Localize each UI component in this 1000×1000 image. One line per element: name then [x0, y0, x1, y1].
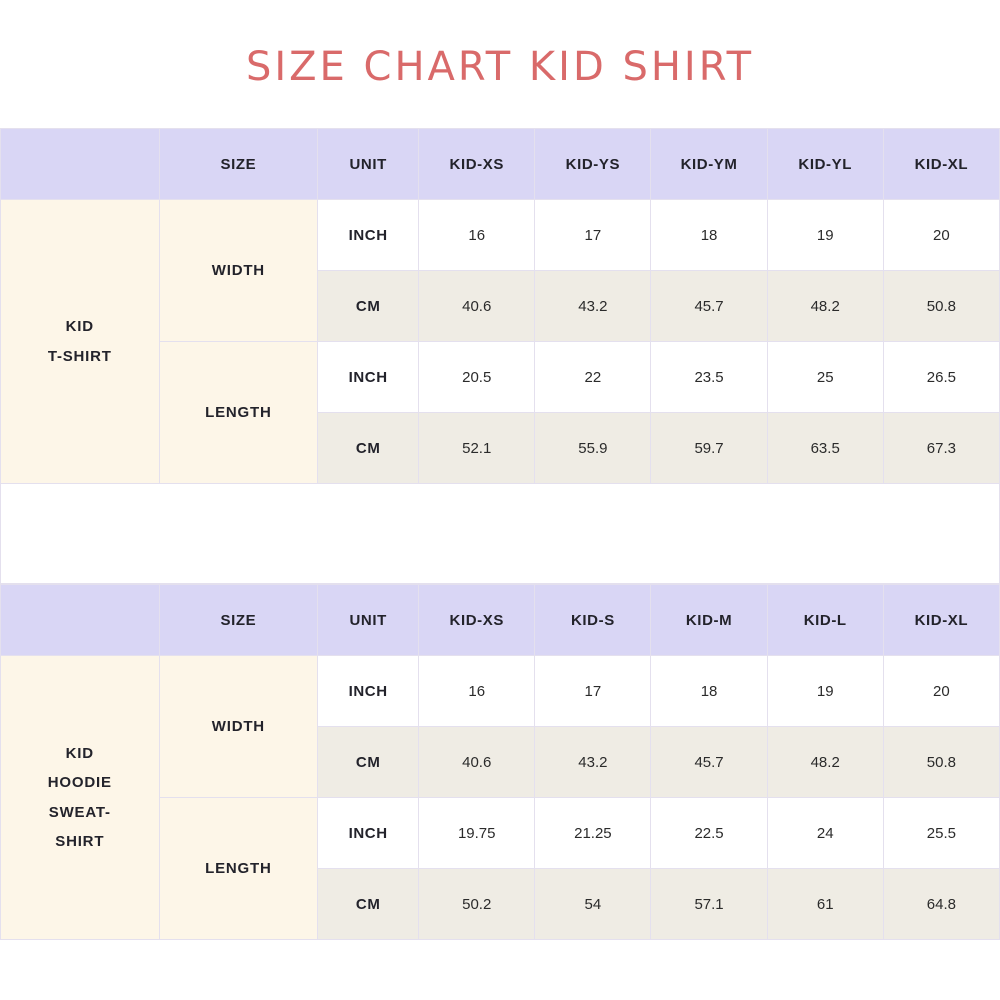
dimension-cell-length: LENGTH: [159, 798, 318, 940]
category-cell: [1, 656, 160, 940]
header-size-col-1: KID-XS: [419, 585, 535, 656]
value-cell: 22: [535, 342, 651, 413]
value-cell: 40.6: [419, 727, 535, 798]
header-size-col-4: KID-YL: [767, 129, 883, 200]
value-cell: 20: [883, 200, 999, 271]
header-unit: UNIT: [318, 585, 419, 656]
header-size-col-3: KID-M: [651, 585, 767, 656]
unit-cell: INCH: [318, 656, 419, 727]
value-cell: 18: [651, 656, 767, 727]
dimension-cell-width: WIDTH: [159, 200, 318, 342]
unit-cell: INCH: [318, 798, 419, 869]
value-cell: 19: [767, 200, 883, 271]
value-cell: 63.5: [767, 413, 883, 484]
value-cell: 20: [883, 656, 999, 727]
value-cell: 54: [535, 869, 651, 940]
value-cell: 50.8: [883, 727, 999, 798]
value-cell: 50.2: [419, 869, 535, 940]
value-cell: 48.2: [767, 271, 883, 342]
table-header-row: [1, 585, 1000, 656]
dimension-cell-width: WIDTH: [159, 656, 318, 798]
category-line-1: KID: [65, 318, 94, 336]
value-cell: 40.6: [419, 271, 535, 342]
value-cell: 26.5: [883, 342, 999, 413]
value-cell: 50.8: [883, 271, 999, 342]
header-corner-cell: [1, 129, 160, 200]
header-size-col-4: KID-L: [767, 585, 883, 656]
unit-cell: CM: [318, 869, 419, 940]
header-unit: UNIT: [318, 129, 419, 200]
value-cell: 19.75: [419, 798, 535, 869]
category-line-4: SHIRT: [55, 832, 105, 850]
value-cell: 43.2: [535, 727, 651, 798]
value-cell: 16: [419, 200, 535, 271]
header-size-col-1: KID-XS: [419, 129, 535, 200]
value-cell: 45.7: [651, 271, 767, 342]
category-line-3: SWEAT-: [48, 803, 111, 821]
unit-cell: INCH: [318, 200, 419, 271]
table-divider-spacer: [0, 484, 1000, 584]
unit-cell: INCH: [318, 342, 419, 413]
dimension-cell-length: LENGTH: [159, 342, 318, 484]
header-size-col-2: KID-YS: [535, 129, 651, 200]
value-cell: 19: [767, 656, 883, 727]
value-cell: 64.8: [883, 869, 999, 940]
value-cell: 67.3: [883, 413, 999, 484]
value-cell: 45.7: [651, 727, 767, 798]
unit-cell: CM: [318, 413, 419, 484]
table-row: [1, 200, 1000, 271]
value-cell: 48.2: [767, 727, 883, 798]
size-table-kid-tshirt: [0, 128, 1000, 484]
category-line-1: KID: [65, 745, 94, 762]
value-cell: 16: [419, 656, 535, 727]
category-line-2: HOODIE: [47, 774, 112, 792]
unit-cell: CM: [318, 271, 419, 342]
size-table-kid-hoodie: [0, 584, 1000, 940]
value-cell: 20.5: [419, 342, 535, 413]
value-cell: 18: [651, 200, 767, 271]
value-cell: 17: [535, 200, 651, 271]
value-cell: 52.1: [419, 413, 535, 484]
value-cell: 17: [535, 656, 651, 727]
category-line-2: T-SHIRT: [47, 347, 112, 365]
page-title: SIZE CHART KID SHIRT: [245, 44, 755, 90]
value-cell: 59.7: [651, 413, 767, 484]
value-cell: 57.1: [651, 869, 767, 940]
table-header-row: [1, 129, 1000, 200]
value-cell: 25.5: [883, 798, 999, 869]
category-cell: [1, 200, 160, 484]
value-cell: 24: [767, 798, 883, 869]
table-row: [1, 656, 1000, 727]
value-cell: 22.5: [651, 798, 767, 869]
value-cell: 21.25: [535, 798, 651, 869]
header-size-col-5: KID-XL: [883, 129, 999, 200]
value-cell: 55.9: [535, 413, 651, 484]
header-size-col-2: KID-S: [535, 585, 651, 656]
header-size: SIZE: [159, 129, 318, 200]
header-size: SIZE: [159, 585, 318, 656]
value-cell: 61: [767, 869, 883, 940]
header-size-col-5: KID-XL: [883, 585, 999, 656]
value-cell: 43.2: [535, 271, 651, 342]
unit-cell: CM: [318, 727, 419, 798]
header-size-col-3: KID-YM: [651, 129, 767, 200]
value-cell: 25: [767, 342, 883, 413]
value-cell: 23.5: [651, 342, 767, 413]
header-corner-cell: [1, 585, 160, 656]
